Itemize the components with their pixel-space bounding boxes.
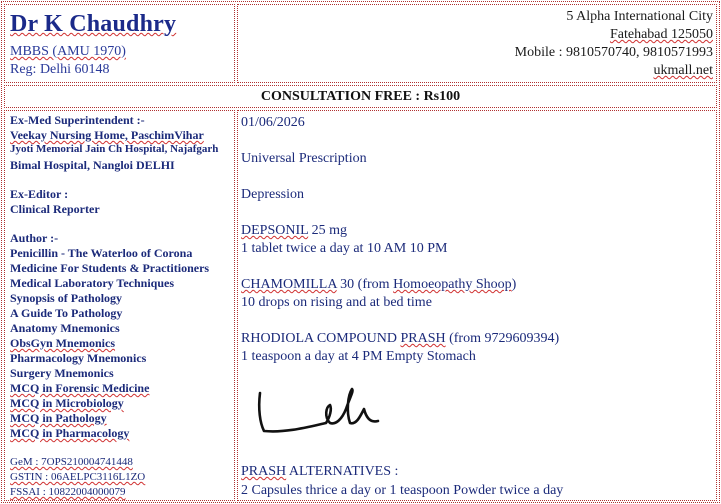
book-item — [10, 426, 129, 441]
alternatives-brand: PRASH — [241, 464, 287, 479]
prescription-title: Universal Prescription — [241, 151, 367, 166]
book-item — [10, 381, 149, 396]
address-line-2 — [610, 27, 713, 43]
gstin-number-text: GSTIN : 06AELPC3116L1ZO — [10, 471, 146, 483]
gem-number — [10, 456, 133, 468]
consultation-fee: CONSULTATION FREE : Rs100 — [260, 89, 461, 104]
medicine-1-dose: 25 mg — [308, 223, 348, 238]
doctor-qualification-text: MBBS (AMU 1970) — [10, 44, 126, 59]
editor-heading: Ex-Editor : — [10, 187, 69, 201]
medicine-1-instructions: 1 tablet twice a day at 10 AM 10 PM — [241, 241, 448, 256]
doctor-registration: Reg: Delhi 60148 — [10, 62, 110, 77]
prescription-date: 01/06/2026 — [241, 115, 305, 130]
experience-item-text: Veekay Nursing Home, PaschimVihar — [10, 128, 204, 142]
doctor-name: Dr K Chaudhry — [10, 11, 177, 37]
consultation-bar — [4, 85, 717, 108]
doctor-qualification — [10, 44, 126, 60]
experience-heading: Ex-Med Superintendent :- — [10, 113, 145, 127]
book-item-text: MCQ in Microbiology — [10, 396, 124, 410]
book-item-text: MCQ in Pathology — [10, 411, 107, 425]
medicine-1-name: DEPSONIL — [241, 223, 309, 238]
book-item — [10, 411, 107, 426]
fssai-number-text: FSSAI : 10822004000079 — [10, 486, 126, 498]
doctor-header — [4, 4, 235, 83]
credentials-column — [4, 110, 235, 501]
medicine-3-instructions: 1 teaspoon a day at 4 PM Empty Stomach — [241, 349, 476, 364]
medicine-3 — [241, 331, 559, 347]
book-item — [10, 336, 115, 351]
website-link[interactable] — [654, 63, 714, 79]
alternatives-heading-text: ALTERNATIVES : — [286, 464, 399, 479]
medicine-2-close: ) — [511, 277, 517, 292]
book-item-text: ObsGyn Mnemonics — [10, 336, 116, 350]
experience-item: Jyoti Memorial Jain Ch Hospital, Najafgarh — [10, 143, 219, 155]
medicine-3-brand: PRASH — [400, 331, 446, 346]
diagnosis: Depression — [241, 187, 304, 202]
book-item — [10, 396, 124, 411]
book-item-text: MCQ in Forensic Medicine — [10, 381, 150, 395]
book-item: Surgery Mnemonics — [10, 366, 114, 380]
address-line-1: 5 Alpha International City — [566, 9, 713, 24]
editor-value: Clinical Reporter — [10, 202, 100, 216]
gem-number-text: GeM : 7OPS210004741448 — [10, 456, 133, 468]
book-item: A Guide To Pathology — [10, 306, 123, 320]
fssai-number — [10, 486, 126, 498]
medicine-2-instructions: 10 drops on rising and at bed time — [241, 295, 432, 310]
book-item: Synopsis of Pathology — [10, 291, 123, 305]
medicine-2-name: CHAMOMILLA — [241, 277, 337, 292]
medicine-1 — [241, 223, 347, 239]
gstin-number — [10, 471, 145, 483]
website-text: ukmall.net — [653, 63, 713, 78]
author-heading: Author :- — [10, 231, 59, 245]
alternatives-instructions: 2 Capsules thrice a day or 1 teaspoon Powder twice a day — [241, 483, 564, 498]
experience-item: Bimal Hospital, Nangloi DELHI — [10, 158, 175, 172]
alternatives-heading — [241, 464, 398, 480]
book-item-text: MCQ in Pharmacology — [10, 426, 130, 440]
medicine-3-name: RHODIOLA COMPOUND — [241, 331, 397, 346]
address-city: Fatehabad 125050 — [609, 27, 713, 42]
doctor-signature — [246, 379, 396, 449]
address-block — [237, 4, 717, 83]
medicine-3-source: (from 9729609394) — [445, 331, 560, 346]
medicine-2-source: Homoeopathy Shoop — [393, 277, 512, 292]
prescription-column — [237, 110, 717, 501]
book-item: Medical Laboratory Techniques — [10, 276, 175, 290]
book-item: Medicine For Students & Practitioners — [10, 261, 210, 275]
book-item: Pharmacology Mnemonics — [10, 351, 147, 365]
medicine-2-dose: 30 (from — [336, 277, 394, 292]
mobile-numbers: Mobile : 9810570740, 9810571993 — [514, 45, 713, 60]
book-item: Penicillin - The Waterloo of Corona — [10, 246, 193, 260]
medicine-2 — [241, 277, 516, 293]
experience-item — [10, 128, 204, 143]
book-item: Anatomy Mnemonics — [10, 321, 120, 335]
